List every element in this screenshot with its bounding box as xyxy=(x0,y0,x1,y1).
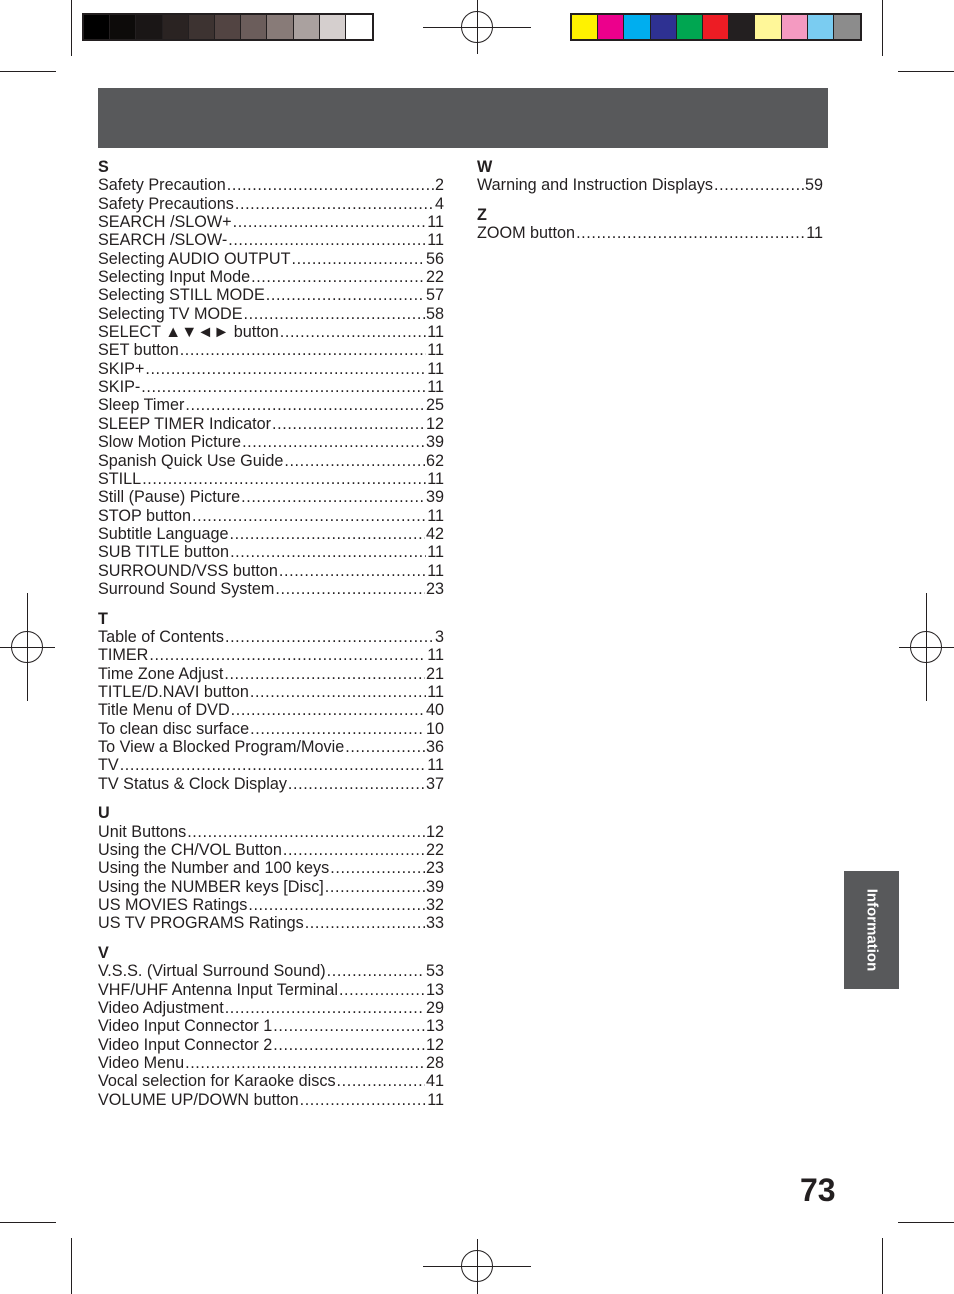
index-entry-title: Using the CH/VOL Button xyxy=(98,840,282,859)
index-entry-page: 11 xyxy=(427,341,444,360)
dot-leader xyxy=(235,195,434,213)
index-entry xyxy=(98,341,444,359)
color-swatch xyxy=(267,15,293,39)
dot-leader xyxy=(250,683,426,701)
dot-leader xyxy=(266,286,425,304)
dot-leader xyxy=(292,250,425,268)
index-entry-page: 12 xyxy=(425,414,444,433)
index-entry xyxy=(98,305,444,323)
crop-mark xyxy=(0,71,56,72)
index-entry-page: 39 xyxy=(425,877,444,896)
dot-leader xyxy=(244,305,425,323)
index-entry xyxy=(98,823,444,841)
index-entry-title: Surround Sound System xyxy=(98,579,275,598)
index-entry-page: 11 xyxy=(427,359,444,378)
header-bar xyxy=(98,88,828,148)
index-entry-title: To View a Blocked Program/Movie xyxy=(98,737,345,756)
dot-leader xyxy=(185,396,425,414)
dot-leader xyxy=(233,213,427,231)
index-entry-title: STILL xyxy=(98,469,142,488)
index-entry-title: SEARCH /SLOW- xyxy=(98,231,228,250)
color-swatch xyxy=(651,15,677,39)
index-entry-title: TIMER xyxy=(98,646,149,665)
index-entry-page: 4 xyxy=(434,194,444,213)
index-column-left xyxy=(98,158,444,1120)
color-swatch xyxy=(834,15,860,39)
index-entry-page: 12 xyxy=(425,822,444,841)
color-swatch xyxy=(84,15,110,39)
dot-leader xyxy=(576,224,805,242)
index-entry-title: Video Menu xyxy=(98,1054,185,1073)
dot-leader xyxy=(280,323,426,341)
index-entry xyxy=(98,250,444,268)
index-entry xyxy=(98,507,444,525)
dot-leader xyxy=(283,841,425,859)
index-entry-page: 11 xyxy=(427,231,444,250)
color-swatch xyxy=(703,15,729,39)
index-entry-page: 62 xyxy=(425,451,444,470)
index-entry xyxy=(98,213,444,231)
index-entry-page: 28 xyxy=(425,1054,444,1073)
index-entry-title: TV Status & Clock Display xyxy=(98,774,287,793)
index-entry-title: VHF/UHF Antenna Input Terminal xyxy=(98,980,338,999)
index-section xyxy=(98,944,444,1109)
dot-leader xyxy=(120,756,427,774)
section-tab-label: Information xyxy=(863,888,880,972)
index-entry xyxy=(98,268,444,286)
index-letter-heading: T xyxy=(98,609,108,628)
crop-mark xyxy=(898,1222,954,1223)
index-entry-title: SKIP+ xyxy=(98,359,145,378)
index-entry xyxy=(98,878,444,896)
index-entry-page: 39 xyxy=(425,433,444,452)
dot-leader xyxy=(241,488,425,506)
index-entry-title: Table of Contents xyxy=(98,627,224,646)
index-entry xyxy=(98,738,444,756)
index-entry-page: 2 xyxy=(434,176,444,195)
color-swatch xyxy=(677,15,703,39)
index-entry xyxy=(477,176,823,194)
index-entry-title: To clean disc surface xyxy=(98,719,250,738)
dot-leader xyxy=(714,176,804,194)
index-entry-title: Using the Number and 100 keys xyxy=(98,859,330,878)
dot-leader xyxy=(330,859,425,877)
index-column-right xyxy=(477,158,823,254)
index-entry xyxy=(98,628,444,646)
index-entry-title: Vocal selection for Karaoke discs xyxy=(98,1072,336,1091)
color-swatch xyxy=(189,15,215,39)
index-entry-title: V.S.S. (Virtual Surround Sound) xyxy=(98,962,326,981)
dot-leader xyxy=(231,701,425,719)
index-entry xyxy=(98,415,444,433)
index-entry-page: 11 xyxy=(427,682,444,701)
dot-leader xyxy=(228,231,426,249)
index-entry-title: VOLUME UP/DOWN button xyxy=(98,1090,299,1109)
index-entry-page: 13 xyxy=(425,1017,444,1036)
dot-leader xyxy=(305,914,425,932)
crop-mark xyxy=(882,0,883,56)
crop-mark xyxy=(898,71,954,72)
color-swatch xyxy=(136,15,162,39)
index-entry-page: 23 xyxy=(425,859,444,878)
index-entry-page: 11 xyxy=(427,213,444,232)
index-entry xyxy=(98,286,444,304)
color-swatch xyxy=(320,15,346,39)
index-entry-page: 40 xyxy=(425,701,444,720)
index-entry xyxy=(98,859,444,877)
index-entry xyxy=(98,231,444,249)
index-entry-title: Time Zone Adjust xyxy=(98,664,224,683)
dot-leader xyxy=(225,999,425,1017)
color-swatch xyxy=(598,15,624,39)
index-entry-title: Still (Pause) Picture xyxy=(98,488,241,507)
index-entry xyxy=(98,378,444,396)
color-swatch xyxy=(624,15,650,39)
section-tab xyxy=(844,871,899,989)
index-entry xyxy=(98,683,444,701)
index-entry-title: SKIP- xyxy=(98,378,141,397)
index-entry-title: Safety Precaution xyxy=(98,176,226,195)
index-entry xyxy=(98,195,444,213)
index-entry xyxy=(98,562,444,580)
index-entry xyxy=(98,1054,444,1072)
dot-leader xyxy=(251,268,425,286)
index-entry-page: 41 xyxy=(425,1072,444,1091)
index-entry-page: 36 xyxy=(425,737,444,756)
index-entry-title: Sleep Timer xyxy=(98,396,185,415)
dot-leader xyxy=(227,176,434,194)
dot-leader xyxy=(185,1054,425,1072)
dot-leader xyxy=(142,470,426,488)
dot-leader xyxy=(250,720,425,738)
index-entry-page: 11 xyxy=(427,561,444,580)
index-entry-page: 22 xyxy=(425,268,444,287)
index-entry xyxy=(98,433,444,451)
index-entry-title: STOP button xyxy=(98,506,191,525)
index-entry-page: 12 xyxy=(425,1035,444,1054)
index-entry xyxy=(98,176,444,194)
index-entry-title: Safety Precautions xyxy=(98,194,234,213)
index-entry-title: Spanish Quick Use Guide xyxy=(98,451,284,470)
index-entry xyxy=(98,756,444,774)
index-entry xyxy=(98,452,444,470)
index-entry-title: Selecting STILL MODE xyxy=(98,286,265,305)
crop-mark xyxy=(0,1222,56,1223)
index-entry-page: 53 xyxy=(425,962,444,981)
index-entry-title: Warning and Instruction Displays xyxy=(477,176,714,195)
dot-leader xyxy=(230,543,426,561)
index-entry-page: 42 xyxy=(425,524,444,543)
color-swatch xyxy=(346,15,372,39)
index-entry-page: 11 xyxy=(427,543,444,562)
index-entry xyxy=(477,224,823,242)
dot-leader xyxy=(327,962,425,980)
index-entry-page: 13 xyxy=(425,980,444,999)
color-swatch xyxy=(215,15,241,39)
index-entry-page: 11 xyxy=(427,756,444,775)
index-entry xyxy=(98,323,444,341)
index-entry xyxy=(98,488,444,506)
index-entry-title: US MOVIES Ratings xyxy=(98,896,248,914)
grayscale-color-bar xyxy=(82,13,374,41)
index-entry-title: Using the NUMBER keys [Disc] xyxy=(98,877,324,896)
index-entry-page: 32 xyxy=(425,896,444,914)
index-entry xyxy=(98,525,444,543)
index-entry xyxy=(98,470,444,488)
dot-leader xyxy=(339,981,425,999)
crop-mark xyxy=(71,1238,72,1294)
index-entry xyxy=(98,896,444,914)
index-entry xyxy=(98,981,444,999)
index-entry-page: 39 xyxy=(425,488,444,507)
index-section xyxy=(98,610,444,793)
index-entry xyxy=(98,665,444,683)
index-entry-page: 58 xyxy=(425,304,444,323)
dot-leader xyxy=(224,665,425,683)
index-entry-title: SEARCH /SLOW+ xyxy=(98,213,232,232)
index-entry-page: 33 xyxy=(425,914,444,933)
index-section xyxy=(477,158,823,195)
index-entry-page: 10 xyxy=(425,719,444,738)
index-entry xyxy=(98,720,444,738)
index-entry xyxy=(98,701,444,719)
index-entry-page: 22 xyxy=(425,840,444,859)
index-entry-title: TITLE/D.NAVI button xyxy=(98,682,249,701)
dot-leader xyxy=(248,896,425,914)
index-entry xyxy=(98,543,444,561)
index-letter-heading: W xyxy=(477,158,493,176)
index-entry-title: Video Input Connector 2 xyxy=(98,1035,273,1054)
color-swatch xyxy=(808,15,834,39)
index-entry-page: 11 xyxy=(806,224,823,243)
color-swatch xyxy=(729,15,755,39)
dot-leader xyxy=(275,580,425,598)
index-letter-heading: S xyxy=(98,158,109,176)
index-letter-heading: U xyxy=(98,804,110,823)
index-entry-page: 59 xyxy=(804,176,823,195)
index-section xyxy=(477,206,823,243)
color-swatch xyxy=(572,15,598,39)
dot-leader xyxy=(141,378,426,396)
color-swatch xyxy=(163,15,189,39)
dot-leader xyxy=(273,1017,425,1035)
index-entry-title: Selecting TV MODE xyxy=(98,304,243,323)
color-swatch xyxy=(294,15,320,39)
index-entry-title: SURROUND/VSS button xyxy=(98,561,278,580)
dot-leader xyxy=(272,415,425,433)
index-entry xyxy=(98,580,444,598)
index-entry-page: 11 xyxy=(427,469,444,488)
dot-leader xyxy=(345,738,425,756)
index-entry xyxy=(98,914,444,932)
index-entry xyxy=(98,360,444,378)
dot-leader xyxy=(273,1036,425,1054)
color-swatch xyxy=(241,15,267,39)
dot-leader xyxy=(180,341,426,359)
index-entry-title: Video Input Connector 1 xyxy=(98,1017,273,1036)
index-entry-page: 11 xyxy=(427,506,444,525)
index-entry-title: Selecting Input Mode xyxy=(98,268,251,287)
index-section xyxy=(98,158,444,598)
index-entry-title: SET button xyxy=(98,341,179,360)
index-entry xyxy=(98,396,444,414)
index-entry-page: 37 xyxy=(425,774,444,793)
index-entry xyxy=(98,1091,444,1109)
dot-leader xyxy=(288,775,425,793)
index-letter-heading: Z xyxy=(477,205,487,224)
index-entry-page: 3 xyxy=(434,627,444,646)
color-swatch xyxy=(110,15,136,39)
index-entry-title: SLEEP TIMER Indicator xyxy=(98,414,272,433)
dot-leader xyxy=(187,823,425,841)
index-entry-title: Video Adjustment xyxy=(98,999,224,1018)
index-letter-heading: V xyxy=(98,943,109,962)
dot-leader xyxy=(325,878,425,896)
dot-leader xyxy=(192,507,426,525)
dot-leader xyxy=(225,628,434,646)
index-entry-page: 11 xyxy=(427,323,444,342)
index-entry-title: Subtitle Language xyxy=(98,524,229,543)
index-entry xyxy=(98,999,444,1017)
dot-leader xyxy=(279,562,426,580)
index-entry-page: 29 xyxy=(425,999,444,1018)
index-entry-page: 56 xyxy=(425,249,444,268)
index-entry xyxy=(98,962,444,980)
crop-mark xyxy=(71,0,72,56)
dot-leader xyxy=(300,1091,427,1109)
index-entry-title: Title Menu of DVD xyxy=(98,701,230,720)
index-entry xyxy=(98,1072,444,1090)
dot-leader xyxy=(230,525,425,543)
index-entry-title: SELECT ▲▼◄► button xyxy=(98,323,279,342)
index-entry-page: 23 xyxy=(425,579,444,598)
index-entry-title: Unit Buttons xyxy=(98,822,187,841)
index-entry xyxy=(98,775,444,793)
process-color-bar xyxy=(570,13,862,41)
index-entry-title: US TV PROGRAMS Ratings xyxy=(98,914,304,933)
index-entry-page: 11 xyxy=(427,378,444,397)
index-entry xyxy=(98,1036,444,1054)
page-number: 73 xyxy=(800,1172,836,1208)
index-entry-title: Slow Motion Picture xyxy=(98,433,242,452)
index-entry-page: 25 xyxy=(425,396,444,415)
dot-leader xyxy=(145,360,426,378)
index-section xyxy=(98,804,444,932)
index-entry-title: TV xyxy=(98,756,119,775)
index-entry-title: Selecting AUDIO OUTPUT xyxy=(98,249,291,268)
index-entry xyxy=(98,646,444,664)
index-entry-page: 21 xyxy=(425,664,444,683)
index-entry-page: 11 xyxy=(427,646,444,665)
dot-leader xyxy=(284,452,425,470)
color-swatch xyxy=(782,15,808,39)
index-entry-title: SUB TITLE button xyxy=(98,543,230,562)
index-entry xyxy=(98,1017,444,1035)
index-entry-title: ZOOM button xyxy=(477,224,576,243)
crop-mark xyxy=(882,1238,883,1294)
color-swatch xyxy=(755,15,781,39)
dot-leader xyxy=(149,646,426,664)
dot-leader xyxy=(242,433,425,451)
index-entry xyxy=(98,841,444,859)
index-entry-page: 11 xyxy=(427,1090,444,1109)
dot-leader xyxy=(337,1072,425,1090)
index-entry-page: 57 xyxy=(425,286,444,305)
